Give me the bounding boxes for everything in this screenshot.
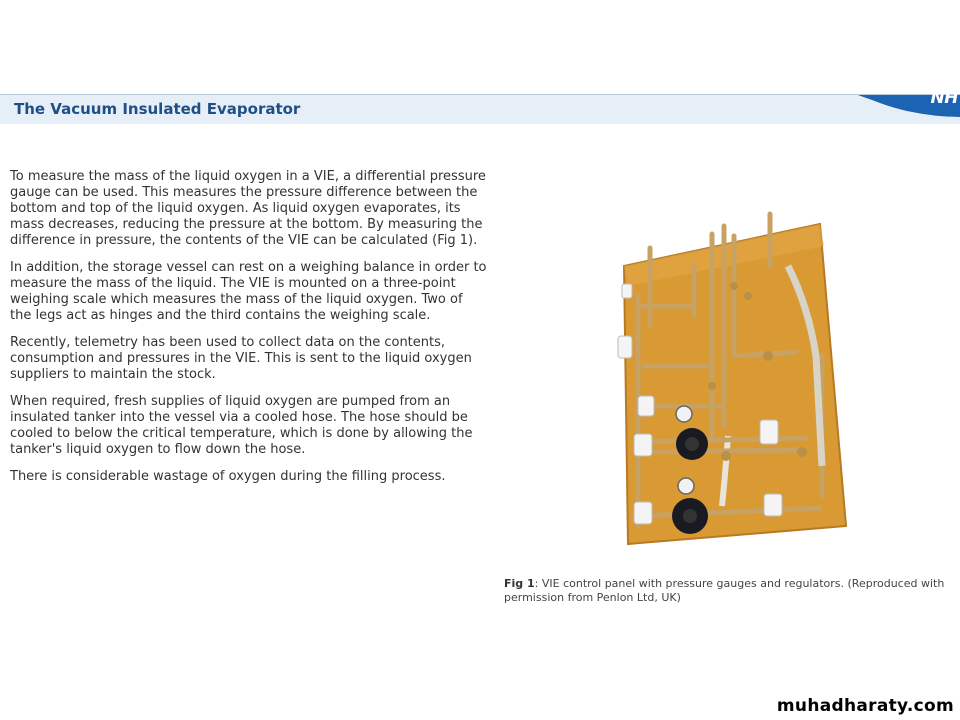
- paragraph-2: In addition, the storage vessel can rest on a weighing balance in order to measure the mass of the liquid. The VIE is mounted on a three-point weighing scale which measures the mass of the liquid oxygen. Two of the legs act as hinges and the third contains the weighing scale.: [10, 260, 487, 323]
- page-title: The Vacuum Insulated Evaporator: [14, 100, 301, 118]
- paragraph-5: There is considerable wastage of oxygen during the filling process.: [10, 469, 446, 484]
- article-body: [10, 169, 488, 496]
- vie-control-panel-photo: [598, 206, 854, 554]
- figure-caption: [504, 577, 960, 605]
- watermark: muhadharaty.com: [776, 696, 954, 716]
- paragraph-1: To measure the mass of the liquid oxygen in a VIE, a differential pressure gauge can be used. This measures the pressure difference between the bottom and top of the liquid oxygen. As liquid oxygen evaporates, its mass decreases, reducing the pressure at the bottom. By measuring the difference in pressure, the contents of the VIE can be calculated (Fig 1).: [10, 169, 486, 248]
- logo-text: NH: [930, 88, 958, 108]
- figure-caption-text: : VIE control panel with pressure gauges and regulators. (Reproduced with permission from Penlon Ltd, UK): [504, 577, 945, 604]
- title-bar: [0, 88, 960, 124]
- nhs-logo: [858, 88, 960, 128]
- figure-label: Fig 1: [504, 577, 535, 590]
- paragraph-4: When required, fresh supplies of liquid oxygen are pumped from an insulated tanker into the vessel via a cooled hose. The hose should be cooled to below the critical temperature, which is done by allowing the tanker's liquid oxygen to flow down the hose.: [10, 394, 473, 457]
- paragraph-3: Recently, telemetry has been used to collect data on the contents, consumption and pressures in the VIE. This is sent to the liquid oxygen suppliers to maintain the stock.: [10, 335, 472, 382]
